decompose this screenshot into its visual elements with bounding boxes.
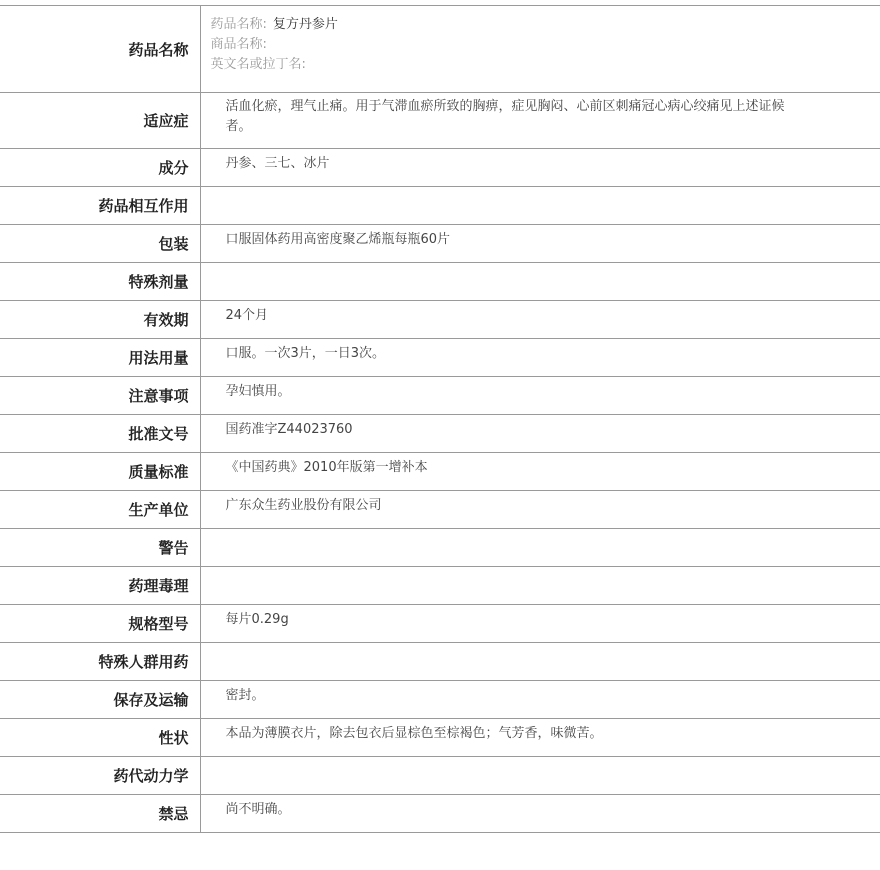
row-label: 包装 [0, 225, 200, 263]
row-label: 注意事项 [0, 377, 200, 415]
row-value: 每片0.29g [200, 605, 880, 643]
table-row [0, 149, 880, 187]
table-row [0, 719, 880, 757]
row-value: 口服。一次3片，一日3次。 [200, 339, 880, 377]
row-value: 国药准字Z44023760 [200, 415, 880, 453]
drug-name-row [0, 6, 880, 93]
trade-name-line [211, 35, 871, 55]
drug-name-label: 药品名称 [0, 6, 200, 93]
row-label: 规格型号 [0, 605, 200, 643]
row-value: 活血化瘀，理气止痛。用于气滞血瘀所致的胸痹，症见胸闷、心前区刺痛冠心病心绞痛见上述证候者。 [200, 93, 880, 149]
table-row [0, 415, 880, 453]
row-label: 药代动力学 [0, 757, 200, 795]
table-row [0, 757, 880, 795]
row-label: 质量标准 [0, 453, 200, 491]
table-row [0, 491, 880, 529]
table-row [0, 263, 880, 301]
row-label: 批准文号 [0, 415, 200, 453]
generic-name-value: 复方丹参片 [272, 17, 338, 32]
table-row [0, 93, 880, 149]
generic-name-line [211, 15, 871, 35]
table-row [0, 795, 880, 833]
row-value: 孕妇慎用。 [200, 377, 880, 415]
drug-info-table [0, 5, 880, 833]
row-label: 特殊剂量 [0, 263, 200, 301]
row-value: 广东众生药业股份有限公司 [200, 491, 880, 529]
row-label: 禁忌 [0, 795, 200, 833]
table-row [0, 567, 880, 605]
row-label: 适应症 [0, 93, 200, 149]
table-row [0, 643, 880, 681]
table-row [0, 377, 880, 415]
row-value: 密封。 [200, 681, 880, 719]
row-label: 有效期 [0, 301, 200, 339]
row-label: 药品相互作用 [0, 187, 200, 225]
table-row [0, 605, 880, 643]
row-value [200, 529, 880, 567]
table-row [0, 301, 880, 339]
table-row [0, 187, 880, 225]
table-row [0, 681, 880, 719]
table-row [0, 339, 880, 377]
row-value [200, 567, 880, 605]
row-label: 用法用量 [0, 339, 200, 377]
row-value: 尚不明确。 [200, 795, 880, 833]
table-row [0, 453, 880, 491]
row-label: 警告 [0, 529, 200, 567]
row-value: 丹参、三七、冰片 [200, 149, 880, 187]
row-label: 成分 [0, 149, 200, 187]
table-row [0, 529, 880, 567]
row-value: 本品为薄膜衣片，除去包衣后显棕色至棕褐色；气芳香，味微苦。 [200, 719, 880, 757]
trade-name-label: 商品名称: [210, 37, 267, 52]
row-value: 口服固体药用高密度聚乙烯瓶每瓶60片 [200, 225, 880, 263]
row-label: 性状 [0, 719, 200, 757]
row-label: 药理毒理 [0, 567, 200, 605]
row-value [200, 263, 880, 301]
english-name-line [211, 55, 871, 75]
table-row [0, 225, 880, 263]
row-value [200, 187, 880, 225]
row-label: 保存及运输 [0, 681, 200, 719]
row-value: 《中国药典》2010年版第一增补本 [200, 453, 880, 491]
drug-name-values [200, 6, 880, 93]
row-label: 生产单位 [0, 491, 200, 529]
row-value [200, 643, 880, 681]
english-name-label: 英文名或拉丁名: [210, 57, 306, 72]
row-label: 特殊人群用药 [0, 643, 200, 681]
generic-name-label: 药品名称: [210, 17, 267, 32]
row-value [200, 757, 880, 795]
row-value: 24个月 [200, 301, 880, 339]
